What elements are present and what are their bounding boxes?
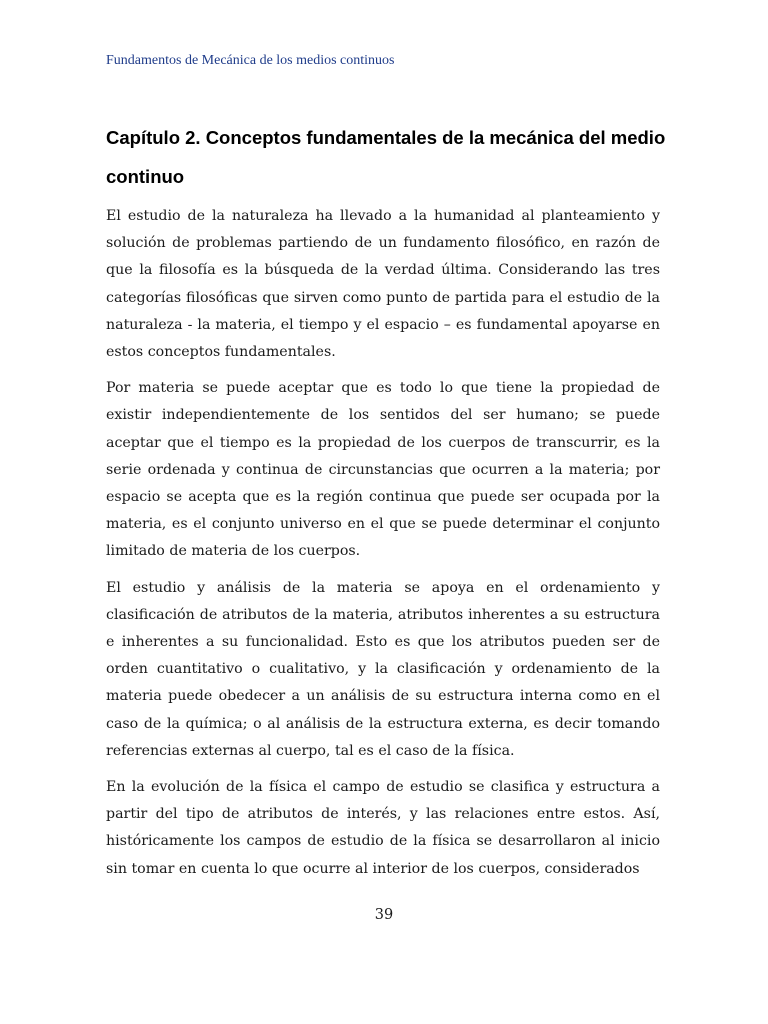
paragraph: El estudio y análisis de la materia se apoya en el ordenamiento y clasificación de atributos de la materia, atributos inherentes a su estructura e inherentes a su funcionalidad. Esto es que los atributos pueden ser de orden cuantitativo o cualitativo, y la clasificación y ordenamiento de la materia puede obedecer a un análisis de su estructura interna como en el caso de la química; o al análisis de la estructura externa, es decir tomando referencias externas al cuerpo, tal es el caso de la física.	[106, 579, 660, 759]
running-header: Fundamentos de Mecánica de los medios continuos	[106, 53, 395, 68]
paragraph: El estudio de la naturaleza ha llevado a la humanidad al planteamiento y solución de problemas partiendo de un fundamento filosófico, en razón de que la filosofía es la búsqueda de la verdad última. Considerando las tres categorías filosóficas que sirven como punto de partida para el estudio de la naturaleza - la materia, el tiempo y el espacio – es fundamental apoyarse en estos conceptos fundamentales.	[106, 208, 660, 361]
paragraph: Por materia se puede aceptar que es todo lo que tiene la propiedad de existir independientemente de los sentidos del ser humano; se puede aceptar que el tiempo es la propiedad de los cuerpos de transcurrir, es la serie ordenada y continua de circunstancias que ocurren a la materia; por espacio se acepta que es la región continua que puede ser ocupada por la materia, es el conjunto universo en el que se puede determinar el conjunto limitado de materia de los cuerpos.	[106, 380, 660, 560]
page-number: 39	[374, 907, 394, 923]
chapter-title: Capítulo 2. Conceptos fundamentales de la mecánica del medio continuo	[106, 127, 666, 187]
paragraph: En la evolución de la física el campo de estudio se clasifica y estructura a partir del tipo de atributos de interés, y las relaciones entre estos. Así, históricamente los campos de estudio de la física se desarrollaron al inicio sin tomar en cuenta lo que ocurre al interior de los cuerpos, considerados	[106, 779, 660, 877]
body-text	[106, 203, 660, 892]
